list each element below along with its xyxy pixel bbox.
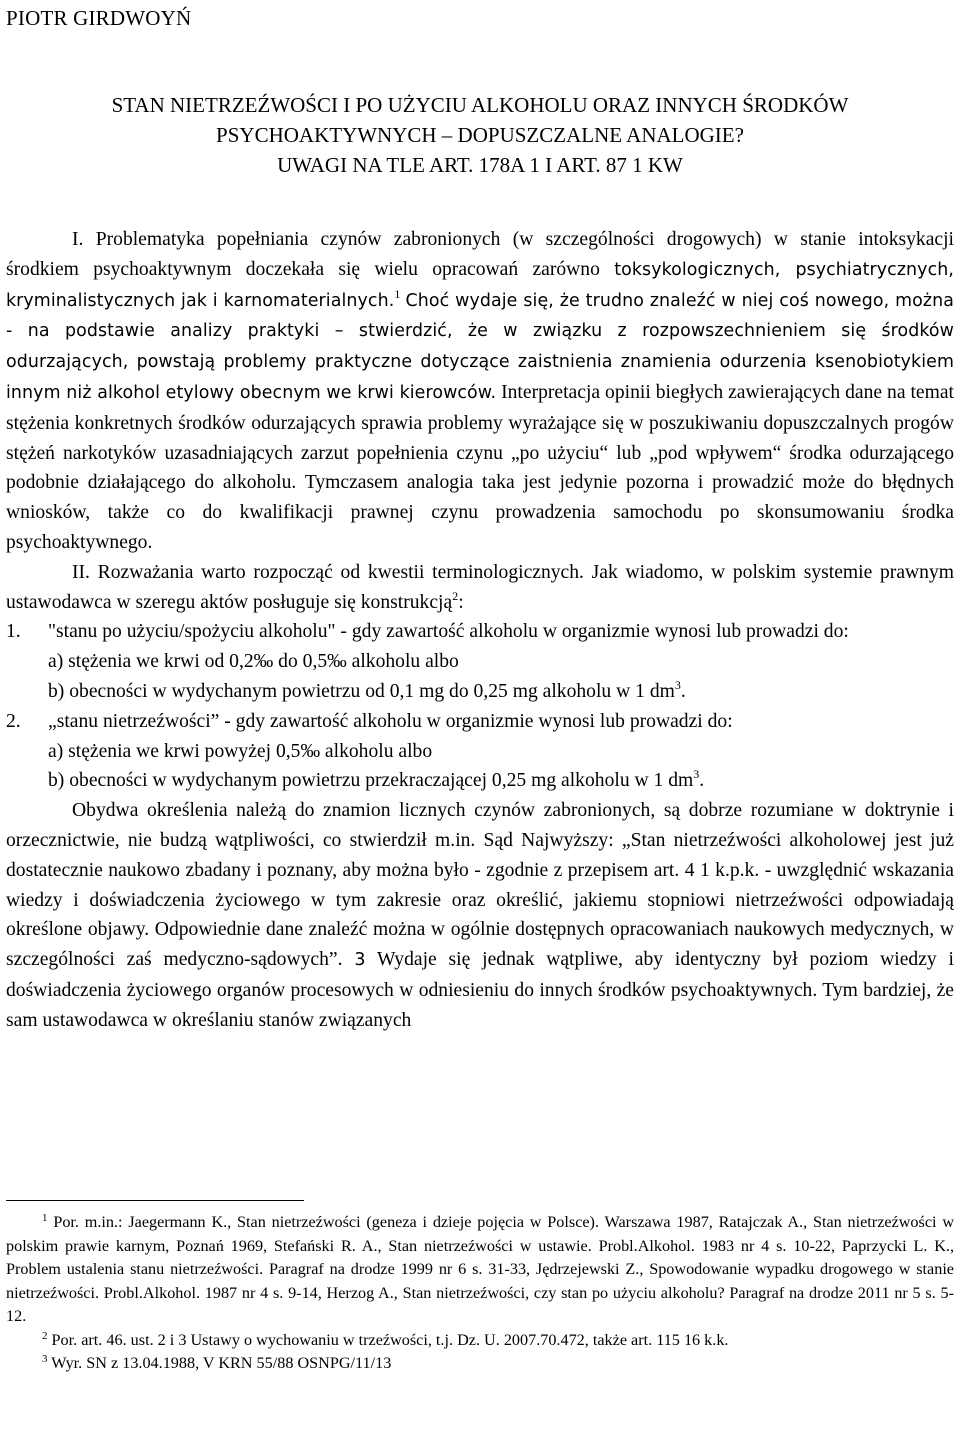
closing-paragraph — [6, 796, 954, 1035]
definition-item-2 — [6, 707, 954, 737]
definition-2-sub-a — [6, 737, 954, 767]
definition-text: "stanu po użyciu/spożyciu alkoholu" - gdy zawartość alkoholu w organizmie wynosi lub prowadzi do: — [48, 621, 849, 643]
section-1-lead: I. Problematyka popełniania czynów zabronionych (w szczególności drogowych) w stanie intoksykacji środkiem psychoaktywnym doczekała się wielu opracowań zarówno — [6, 229, 954, 280]
footnote-2 — [6, 1329, 954, 1353]
footnote-3 — [6, 1352, 954, 1376]
footnote-number: 1 — [42, 1212, 48, 1224]
footnotes — [6, 1211, 954, 1376]
sub-item-text: a) stężenia we krwi od 0,2‰ do 0,5‰ alkoholu albo — [48, 651, 459, 673]
footnote-text: Por. m.in.: Jaegermann K., Stan nietrzeźwości (geneza i dzieje pojęcia w Polsce). Warszawa 1987, Ratajczak A., Stan nietrzeźwości w polskim prawie karnym, Poznań 1969, Stefański R. A., Stan nietrzeźwości w ustawie. Probl.Alkohol. 1983 nr 4 s. 10-22, Paprzycki L. K., Problem ustalenia stanu nietrzeźwości. Paragraf na drodze 1999 nr 6 s. 31-33, Jędrzejewski Z., Spowodowanie wypadku drogowego w stanie nietrzeźwości. Probl.Alkohol. 1987 nr 4 s. 9-14, Herzog A., Stan nietrzeźwości, czy stan po użyciu alkoholu? Paragraf na drodze 2011 nr 5 s. 5-12. — [6, 1213, 955, 1325]
footnote-text: Por. art. 46. ust. 2 i 3 Ustawy o wychowaniu w trzeźwości, t.j. Dz. U. 2007.70.472, także art. 115 16 k.k. — [51, 1330, 729, 1349]
footnote-number: 2 — [42, 1329, 48, 1342]
definition-2-sub-b — [6, 766, 954, 796]
title-line-3: UWAGI NA TLE ART. 178A 1 I ART. 87 1 KW — [277, 153, 683, 177]
closing-tail: Wydaje się jednak wątpliwe, aby identyczny był poziom wiedzy i doświadczenia życiowego organów procesowych w odniesieniu do innych środków psychoaktywnych. Tym bardziej, że sam ustawodawca w określaniu stanów związanych — [6, 949, 954, 1031]
definition-item-1 — [6, 617, 954, 647]
footnote-1 — [6, 1211, 954, 1329]
footnote-ref-3[interactable]: 3 — [354, 950, 366, 971]
definition-number: 2. — [6, 710, 21, 732]
sub-item-text: b) obecności w wydychanym powietrzu od 0,1 mg do 0,25 mg alkoholu w 1 dm — [48, 680, 675, 702]
superscript: 3 — [674, 677, 681, 692]
section-1-sans-text: toksykologicznych, psychiatrycznych, kryminalistycznych jak i karnomaterialnych. — [6, 259, 954, 311]
sub-item-text: b) obecności w wydychanym powietrzu przekraczającej 0,25 mg alkoholu w 1 dm — [48, 770, 694, 792]
footnote-text: Wyr. SN z 13.04.1988, V KRN 55/88 OSNPG/11/13 — [51, 1354, 392, 1372]
sub-item-tail: . — [680, 680, 686, 702]
title-line-1: STAN NIETRZEŹWOŚCI I PO UŻYCIU ALKOHOLU ORAZ INNYCH ŚRODKÓW — [111, 93, 849, 117]
sub-item-text: a) stężenia we krwi powyżej 0,5‰ alkoholu albo — [48, 740, 433, 762]
footnote-number: 3 — [42, 1353, 48, 1365]
author-name: PIOTR GIRDWOYŃ — [6, 6, 192, 30]
definition-1-sub-b — [6, 677, 954, 707]
title-line-2: PSYCHOAKTYWNYCH – DOPUSZCZALNE ANALOGIE? — [216, 123, 744, 147]
closing-text: Obydwa określenia należą do znamion licznych czynów zabronionych, są dobrze rozumiane w doktrynie i orzecznictwie, nie budzą wątpliwości, co stwierdził m.in. Sąd Najwyższy: „Stan nietrzeźwości alkoholowej jest już dostatecznie naukowo zbadany i poznany, aby można było - zgodnie z przepisem art. 4 1 k.p.k. - uwzględnić wskazania wiedzy i doświadczenia życiowego w tym zakresie oraz określić, jakiemu stopniowi nietrzeźwości odpowiadają określone objawy. Odpowiednie dane znaleźć można w ogólnie dostępnych opracowaniach naukowych medycznych, w szczególności zaś medyczno-sądowych”. — [6, 800, 954, 971]
definition-1-sub-a — [6, 647, 954, 677]
footnote-ref-1[interactable]: 1 — [394, 286, 401, 301]
footnote-divider — [6, 1200, 304, 1201]
definition-number: 1. — [6, 621, 21, 643]
section-1-paragraph — [6, 225, 954, 558]
section-2-text: II. Rozważania warto rozpocząć od kwestii terminologicznych. Jak wiadomo, w polskim systemie prawnym ustawodawca w szeregu aktów posługuje się konstrukcją — [6, 561, 954, 613]
article-body — [6, 225, 954, 1036]
sub-item-tail: . — [699, 770, 705, 792]
section-1-sans-text-2: Choć wydaje się, że trudno znaleźć w niej coś nowego, można - na podstawie analizy praktyki – stwierdzić, że w związku z rozpowszechnieniem się środków odurzających, powstają problemy praktyczne dotyczące zaistnienia znamienia odurzenia ksenobiotykiem innym niż alkohol etylowy obecnym we krwi kierowców. — [6, 290, 954, 403]
section-1-rest: Interpretacja opinii biegłych zawierających dane na temat stężenia konkretnych środków odurzających sprawia problemy wyrażające się w poszukiwaniu dopuszczalnych progów stężeń narkotyków uzasadniających zarzut popełnienia czynu „po użyciu“ lub „pod wpływem“ środka odurzającego podobnie działającego do alkoholu. Tymczasem analogia taka jest jedynie pozorna i prowadzić może do błędnych wniosków, także co do kwalifikacji prawnej czynu prowadzenia samochodu po skonsumowaniu środka psychoaktywnego. — [6, 381, 954, 553]
section-2-paragraph — [6, 558, 954, 618]
definition-text: „stanu nietrzeźwości” - gdy zawartość alkoholu w organizmie wynosi lub prowadzi do: — [48, 710, 733, 732]
superscript: 3 — [693, 767, 700, 782]
article-title — [6, 90, 954, 180]
footnote-ref-2[interactable]: 2 — [452, 588, 459, 603]
section-2-tail: : — [458, 591, 464, 613]
